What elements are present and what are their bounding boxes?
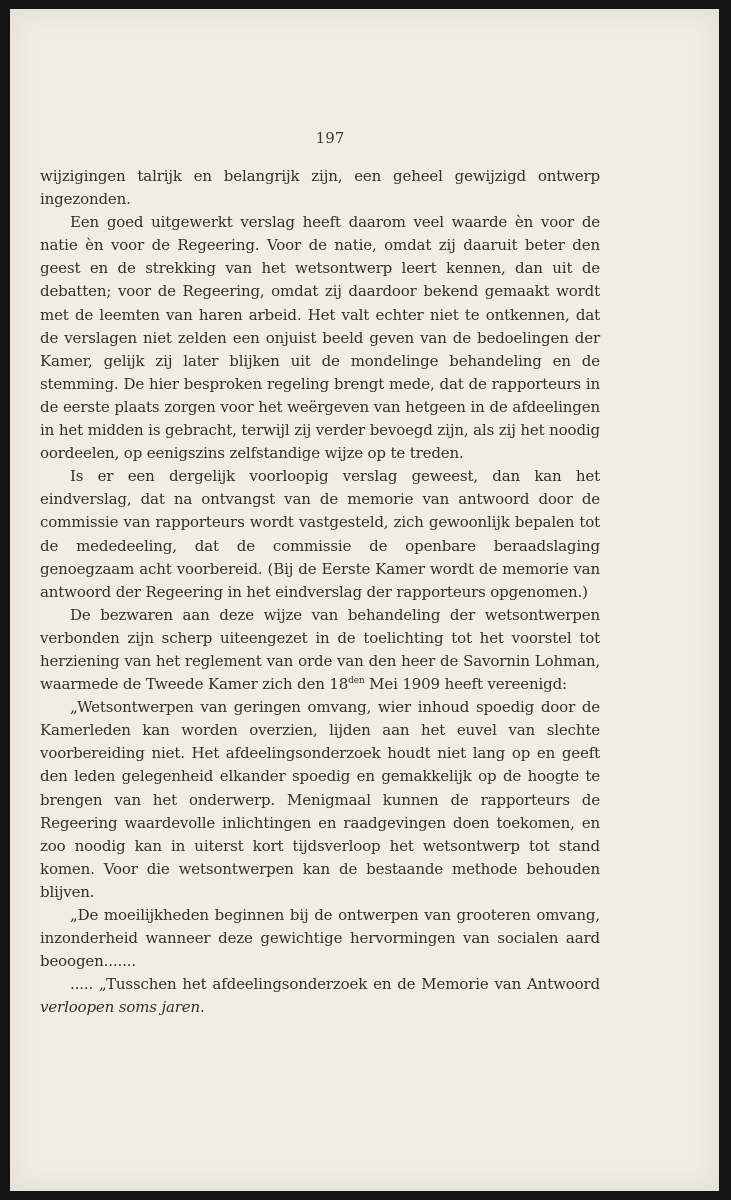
paragraph-text: Mei 1909 heeft vereenigd: [364, 675, 567, 694]
paragraph: Een goed uitgewerkt verslag heeft daarom veel waarde èn voor de natie èn voor de Regeering. Voor de natie, omdat zij daaruit beter den geest en de strekking van het wetsontwerp leert kennen, dan uit de debatten; voor de Regeering, omdat zij daardoor bekend gemaakt wordt met de leemten van haren arbeid. Het valt echter niet te ontkennen, dat de verslagen niet zelden een onjuist beeld geven van de bedoelingen der Kamer, gelijk zij later blijken uit de mondelinge behandeling en de stemming. De hier besproken regeling brengt mede, dat de rapporteurs in de eerste plaats zorgen voor het weërgeven van hetgeen in de afdeelingen in het midden is gebracht, terwijl zij verder bevoegd zijn, als zij het noodig oordeelen, op eenigszins zelfstandige wijze op te treden. [40, 213, 600, 463]
body-text [40, 165, 600, 1019]
book-page [10, 9, 719, 1191]
paragraph: „De moeilijkheden beginnen bij de ontwerpen van grooteren omvang, inzonderheid wanneer deze gewichtige hervormingen van socialen aard beoogen....... [40, 906, 600, 971]
superscript: den [348, 676, 365, 687]
paragraph: „Wetsontwerpen van geringen omvang, wier inhoud spoedig door de Kamerleden kan worden overzien, lijden aan het euvel van slechte voorbereiding niet. Het afdeelingsonderzoek houdt niet lang op en geeft den leden gelegenheid elkander spoedig en gemakkelijk op de hoogte te brengen van het onderwerp. Menigmaal kunnen de rapporteurs de Regeering waardevolle inlichtingen en raadgevingen doen toekomen, en zoo noodig kan in uiterst kort tijdsverloop het wetsontwerp tot stand komen. Voor die wetsontwerpen kan de bestaande methode behouden blijven. [40, 698, 600, 901]
paragraph [40, 973, 600, 1019]
paragraph: wijzigingen talrijk en belangrijk zijn, een geheel gewijzigd ontwerp ingezonden. [40, 167, 600, 209]
page-number: 197 [315, 129, 345, 147]
paragraph-text: ..... „Tusschen het afdeelingsonderzoek en de Memorie van Antwoord [70, 975, 600, 994]
paragraph: Is er een dergelijk voorloopig verslag geweest, dan kan het eindverslag, dat na ontvangst van de memorie van antwoord door de commissie van rapporteurs wordt vastgesteld, zich gewoonlijk bepalen tot de mededeeling, dat de commissie de openbare beraadslaging genoegzaam acht voorbereid. (Bij de Eerste Kamer wordt de memorie van antwoord der Regeering in het eindverslag der rapporteurs opgenomen.) [40, 467, 600, 601]
paragraph [40, 604, 600, 696]
paragraph-text: De bezwaren aan deze wijze van behandeling der wetsontwerpen verbonden zijn scherp uiteengezet in de toelichting tot het voorstel tot herziening van het reglement van orde van den heer de Savornin Lohman, waarmede de Tweede Kamer zich den 18 [40, 605, 600, 694]
italic-text: verloopen soms jaren. [40, 998, 205, 1017]
